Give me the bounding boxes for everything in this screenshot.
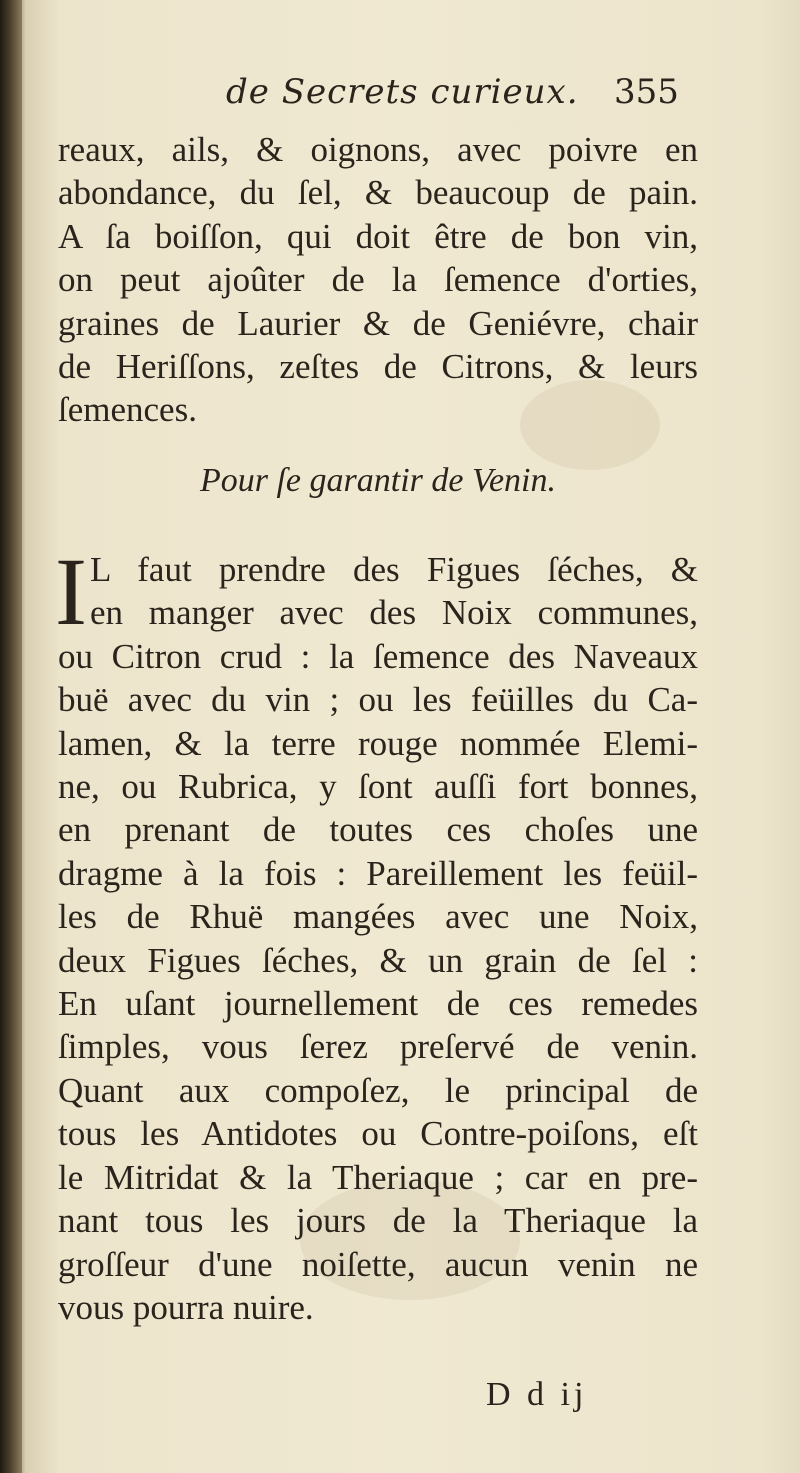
section-heading: Pour ſe garantir de Venin. [199,462,557,499]
text-line: en manger avec des Noix communes, [90,593,698,633]
page-number: 355 [614,72,679,112]
text-line: reaux, aіls, & oignons, avec poivre en [58,130,698,169]
text-line: ſemences. [58,390,197,430]
text-line: Quant aux compoſez, le principal de [58,1070,698,1110]
text-line: ou Citron crud : la ſemence des Naveaux [58,636,698,676]
text-line: abondance, du ſel, & beaucoup de pain. [58,173,698,213]
text-line: deux Figues ſéches, & un grain de ſel : [58,940,698,980]
text-line: L faut prendre des Figues ſéches, & [90,550,698,589]
text-line: les de Rhuë mangées avec une Noix, [58,897,698,937]
book-spine-shadow [0,0,22,1473]
text-line: de Heriſſons, zeſtes de Citrons, & leurs [58,347,698,387]
text-line: dragme à la fois : Pareillement les feüil- [58,853,698,893]
text-line: buë avec du vin ; ou les feüilles du Ca- [58,680,698,720]
text-line: tous les Antidotes ou Contre-poiſons, eſt [58,1114,698,1154]
text-line: vous pourra nuire. [58,1287,314,1327]
text-line: nant tous les jours de la Theriaque la [58,1201,698,1241]
signature-mark: D d ij [486,1376,588,1413]
paragraph-2 [58,548,698,1329]
drop-cap: I [55,538,87,645]
text-line: ne, ou Rubrica, y ſont auſſi fort bonnes, [58,767,698,807]
text-line: graines de Laurier & de Geniévre, chair [58,303,698,343]
running-head [226,72,746,122]
text-line: en prenant de toutes ces choſes une [58,810,698,850]
running-head-title: de Secrets curieux. [226,72,579,112]
text-line: groſſeur d'une noiſette, aucun venin ne [58,1244,698,1284]
text-line: le Mitridat & la Theriaque ; car en pre- [58,1157,698,1197]
text-line: A ſa boiſſon, qui doit être de bon vin, [58,216,698,256]
text-line: lamen, & la terre rouge nommée Elemi- [58,723,698,763]
paragraph-1 [58,128,698,432]
text-line: on peut ajoûter de la ſemence d'orties, [58,260,698,300]
text-line: ſimples, vous ſerez preſervé de venin. [58,1027,698,1067]
text-line: En uſant journellement de ces remedes [58,984,698,1024]
